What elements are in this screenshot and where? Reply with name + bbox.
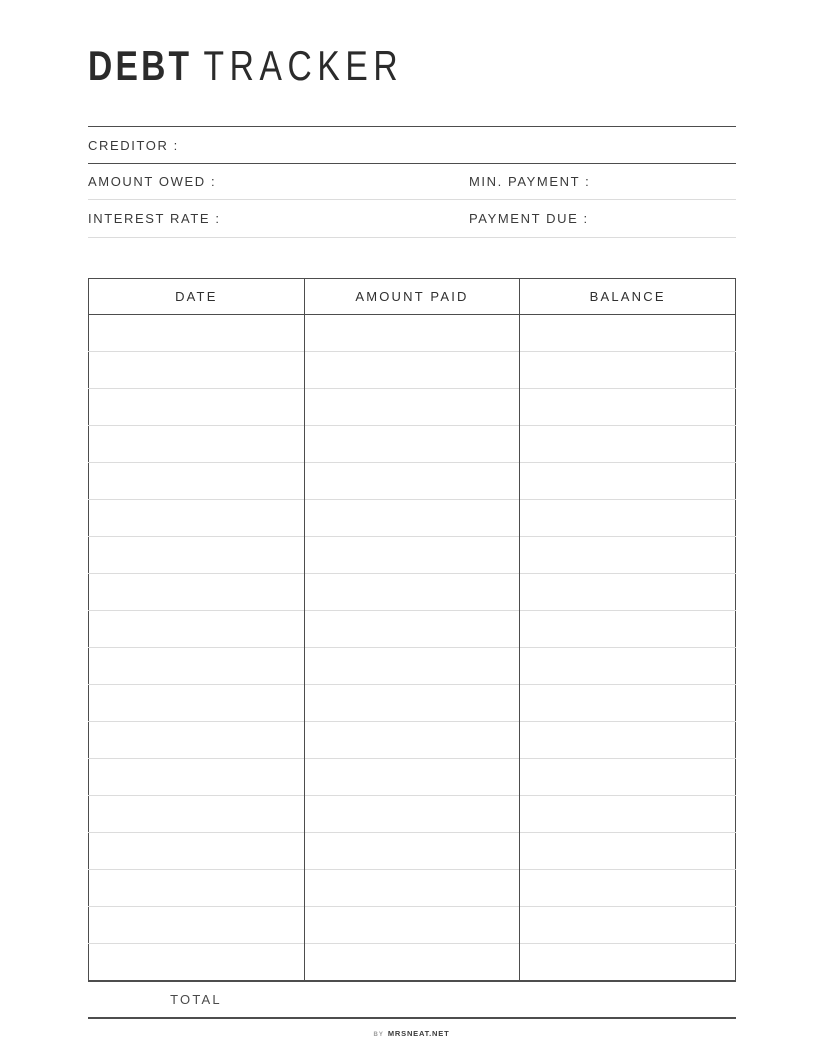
table-cell-empty[interactable] — [520, 426, 736, 463]
table-cell-empty[interactable] — [89, 944, 305, 981]
table-cell-empty[interactable] — [304, 537, 520, 574]
payment-due-label: PAYMENT DUE : — [469, 211, 589, 226]
table-cell-empty[interactable] — [304, 907, 520, 944]
total-value-field[interactable] — [304, 982, 736, 1017]
table-row — [89, 389, 736, 426]
table-cell-empty[interactable] — [304, 685, 520, 722]
table-cell-empty[interactable] — [89, 611, 305, 648]
table-cell-empty[interactable] — [89, 685, 305, 722]
interest-rate-label: INTEREST RATE : — [88, 211, 221, 226]
table-cell-empty[interactable] — [520, 722, 736, 759]
table-cell-empty[interactable] — [89, 500, 305, 537]
table-cell-empty[interactable] — [89, 463, 305, 500]
interest-paymentdue-row — [88, 200, 736, 238]
table-cell-empty[interactable] — [89, 759, 305, 796]
table-cell-empty[interactable] — [89, 537, 305, 574]
table-cell-empty[interactable] — [304, 722, 520, 759]
column-header-date: DATE — [89, 279, 305, 315]
table-cell-empty[interactable] — [304, 648, 520, 685]
total-label: TOTAL — [170, 991, 222, 1007]
min-payment-field[interactable] — [590, 164, 736, 199]
table-row — [89, 907, 736, 944]
table-row — [89, 611, 736, 648]
table-cell-empty[interactable] — [89, 574, 305, 611]
table-row — [89, 759, 736, 796]
table-cell-empty[interactable] — [304, 574, 520, 611]
table-cell-empty[interactable] — [520, 611, 736, 648]
amount-owed-label: AMOUNT OWED : — [88, 174, 217, 189]
table-cell-empty[interactable] — [520, 685, 736, 722]
amount-minpayment-row — [88, 164, 736, 200]
table-cell-empty[interactable] — [89, 796, 305, 833]
table-cell-empty[interactable] — [520, 500, 736, 537]
interest-rate-field[interactable] — [221, 200, 469, 237]
table-cell-empty[interactable] — [520, 870, 736, 907]
table-cell-empty[interactable] — [304, 796, 520, 833]
table-cell-empty[interactable] — [89, 907, 305, 944]
table-cell-empty[interactable] — [89, 833, 305, 870]
table-cell-empty[interactable] — [304, 759, 520, 796]
table-row — [89, 574, 736, 611]
table-cell-empty[interactable] — [304, 389, 520, 426]
table-cell-empty[interactable] — [304, 463, 520, 500]
table-cell-empty[interactable] — [520, 574, 736, 611]
table-row — [89, 426, 736, 463]
table-cell-empty[interactable] — [520, 833, 736, 870]
footer-by-label: BY — [373, 1032, 384, 1038]
table-row — [89, 833, 736, 870]
creditor-label: CREDITOR : — [88, 137, 179, 153]
total-row — [88, 982, 736, 1019]
table-cell-empty[interactable] — [304, 426, 520, 463]
table-cell-empty[interactable] — [304, 833, 520, 870]
min-payment-label: MIN. PAYMENT : — [469, 174, 591, 189]
table-cell-empty[interactable] — [520, 796, 736, 833]
table-row — [89, 463, 736, 500]
table-cell-empty[interactable] — [304, 611, 520, 648]
table-row — [89, 870, 736, 907]
header-row — [89, 279, 736, 315]
table-row — [89, 944, 736, 981]
creditor-row — [88, 127, 736, 164]
footer-site-name: MRSNEAT.NET — [387, 1029, 450, 1038]
table-cell-empty[interactable] — [89, 352, 305, 389]
amount-owed-group — [88, 164, 469, 199]
payment-log-table — [88, 278, 736, 982]
table-row — [89, 722, 736, 759]
debt-info-section — [88, 126, 736, 238]
table-cell-empty[interactable] — [520, 389, 736, 426]
payment-log-header — [89, 279, 736, 315]
payment-due-group — [469, 200, 736, 237]
table-cell-empty[interactable] — [89, 389, 305, 426]
table-row — [89, 648, 736, 685]
table-row — [89, 685, 736, 722]
table-cell-empty[interactable] — [520, 907, 736, 944]
table-row — [89, 315, 736, 352]
table-row — [89, 352, 736, 389]
page-title — [88, 0, 736, 89]
table-cell-empty[interactable] — [520, 648, 736, 685]
column-header-amount-paid: AMOUNT PAID — [304, 279, 520, 315]
title-word-tracker: TRACKER — [203, 42, 404, 89]
table-cell-empty[interactable] — [89, 722, 305, 759]
footer-credit — [0, 1023, 823, 1041]
table-cell-empty[interactable] — [520, 944, 736, 981]
title-word-debt: DEBT — [88, 42, 193, 89]
table-cell-empty[interactable] — [89, 870, 305, 907]
table-cell-empty[interactable] — [304, 944, 520, 981]
table-cell-empty[interactable] — [89, 648, 305, 685]
table-cell-empty[interactable] — [304, 352, 520, 389]
payment-due-field[interactable] — [589, 200, 736, 237]
table-cell-empty[interactable] — [89, 426, 305, 463]
interest-rate-group — [88, 200, 469, 237]
table-cell-empty[interactable] — [520, 352, 736, 389]
min-payment-group — [469, 164, 736, 199]
table-cell-empty[interactable] — [520, 759, 736, 796]
table-cell-empty[interactable] — [304, 870, 520, 907]
table-cell-empty[interactable] — [304, 500, 520, 537]
table-cell-empty[interactable] — [520, 537, 736, 574]
creditor-field[interactable] — [179, 127, 736, 163]
table-row — [89, 537, 736, 574]
table-cell-empty[interactable] — [89, 315, 305, 352]
payment-log-body — [89, 315, 736, 981]
table-cell-empty[interactable] — [304, 315, 520, 352]
table-cell-empty[interactable] — [520, 315, 736, 352]
column-header-balance: BALANCE — [520, 279, 736, 315]
amount-owed-field[interactable] — [216, 164, 469, 199]
table-row — [89, 500, 736, 537]
table-cell-empty[interactable] — [520, 463, 736, 500]
table-row — [89, 796, 736, 833]
